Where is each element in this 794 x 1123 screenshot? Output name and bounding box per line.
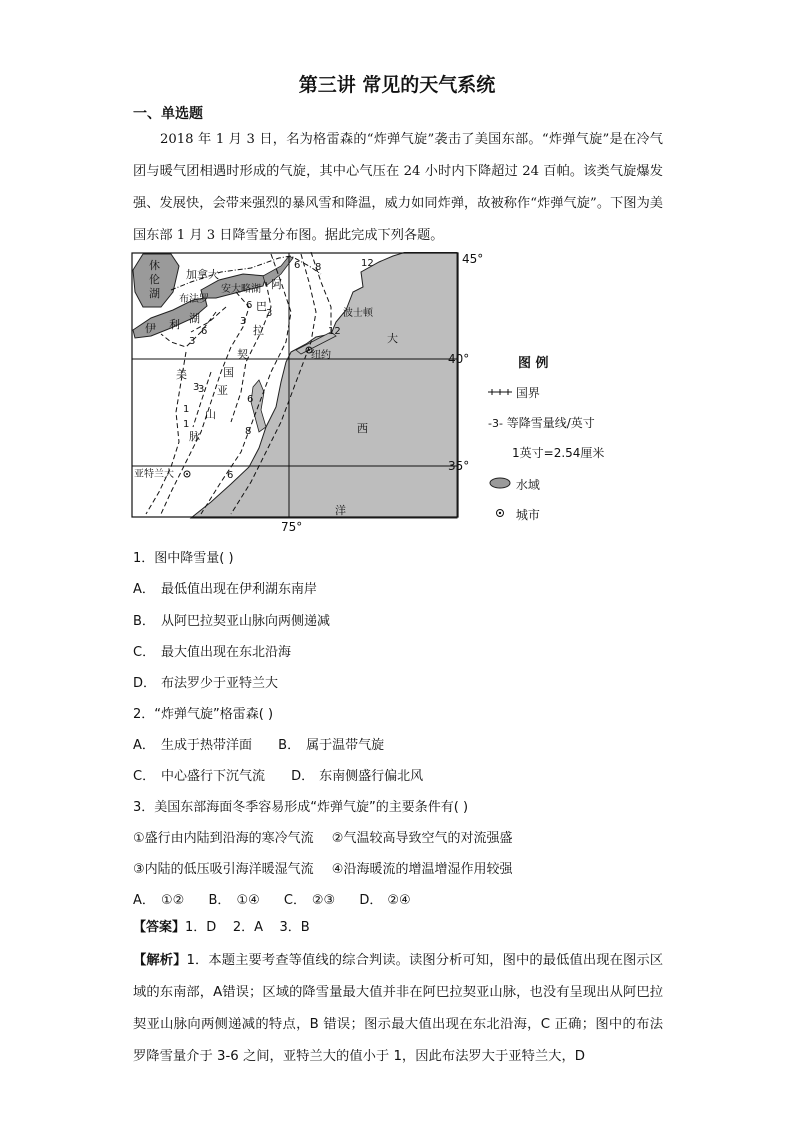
option-text: 东南侧盛行偏北风 bbox=[319, 769, 424, 784]
option-text: ②③ bbox=[311, 893, 336, 908]
label-appalachian: 巴 bbox=[256, 300, 267, 313]
lat-label-35: 35° bbox=[448, 459, 470, 473]
question-3-statements-row-2 bbox=[133, 858, 512, 877]
statement-1: ①盛行由内陆到沿海的寒冷气流 bbox=[133, 831, 314, 846]
statement-4: ④沿海暖流的增温增湿作用较强 bbox=[331, 862, 513, 877]
question-3-options bbox=[133, 889, 411, 908]
question-2-options-row-1 bbox=[133, 734, 384, 753]
lat-label-45: 45° bbox=[462, 252, 484, 266]
label-appalachian: 阿 bbox=[271, 278, 282, 291]
analysis-label: 【解析】 bbox=[133, 953, 187, 968]
question-2-option-b[interactable] bbox=[278, 738, 384, 753]
label-appalachian: 拉 bbox=[253, 324, 264, 337]
option-letter: B． bbox=[208, 893, 231, 908]
analysis-text: 1．本题主要考查等值线的综合判读。读图分析可知，图中的最低值出现在图示区域的东南部，A错误；区域的降雪量最大值并非在阿巴拉契亚山脉，也没有呈现出从阿巴拉契亚山脉向两侧递减的特点，B 错误；图示最大值出现在东北沿海，C 正确；图中的布法罗降雪量介于 3-6 之间，亚特兰大的值小于 1，因此布法罗大于亚特兰大，D bbox=[133, 953, 663, 1064]
label-erie: 利 bbox=[169, 318, 180, 331]
question-2-stem: 2．“炸弹气旋”格雷森( ) bbox=[133, 707, 274, 722]
contour-label: 1 bbox=[183, 404, 190, 415]
question-1-option-c[interactable] bbox=[133, 641, 291, 660]
label-erie: 湖 bbox=[189, 312, 200, 325]
question-3-option-b[interactable] bbox=[208, 893, 259, 908]
question-1-stem: 1．图中降雪量( ) bbox=[133, 551, 234, 566]
option-letter: C． bbox=[133, 645, 156, 660]
contour-label: 3 bbox=[193, 382, 200, 393]
question-2-option-a[interactable] bbox=[133, 738, 252, 753]
question-2-option-c[interactable] bbox=[133, 769, 265, 784]
contour-label: 6 bbox=[246, 300, 253, 311]
contour-label: 6 bbox=[201, 326, 208, 337]
legend-water-label: 水域 bbox=[515, 478, 540, 492]
option-text: 属于温带气旋 bbox=[306, 738, 385, 753]
label-huron: 休 bbox=[149, 259, 160, 272]
option-text: ①④ bbox=[236, 893, 260, 908]
option-text: 最大值出现在东北沿海 bbox=[161, 645, 292, 660]
answer-line bbox=[133, 916, 310, 935]
legend-water-row bbox=[488, 476, 540, 493]
question-3-option-a[interactable] bbox=[133, 893, 184, 908]
legend-city-row bbox=[488, 506, 540, 523]
label-atlantic: 大 bbox=[387, 332, 398, 345]
option-text: ①② bbox=[161, 893, 185, 908]
legend-isoline-label: 等降雪量线/英寸 bbox=[506, 416, 595, 430]
legend-title: 图 例 bbox=[518, 356, 549, 371]
question-2-option-d[interactable] bbox=[291, 769, 423, 784]
label-boston: 波士顿 bbox=[343, 308, 373, 319]
option-letter: D． bbox=[359, 893, 383, 908]
section-heading: 一、单选题 bbox=[133, 106, 203, 122]
contour-label: 6 bbox=[294, 260, 301, 271]
option-letter: C． bbox=[133, 769, 156, 784]
option-letter: B． bbox=[133, 614, 155, 629]
label-buffalo: 布法罗 bbox=[179, 294, 209, 305]
option-text: ②④ bbox=[387, 893, 411, 908]
question-3-option-c[interactable] bbox=[284, 893, 335, 908]
lat-label-40: 40° bbox=[448, 352, 470, 366]
label-usa: 美 bbox=[176, 368, 187, 381]
label-atlantic: 洋 bbox=[335, 504, 346, 517]
option-text: 最低值出现在伊利湖东南岸 bbox=[161, 582, 318, 597]
label-appalachian: 契 bbox=[237, 348, 248, 361]
label-atlanta: 亚特兰大 bbox=[134, 469, 174, 480]
water-symbol-icon bbox=[488, 477, 512, 489]
answer-label: 【答案】 bbox=[133, 920, 186, 935]
statement-3: ③内陆的低压吸引海洋暖湿气流 bbox=[133, 862, 314, 877]
legend-city-label: 城市 bbox=[515, 508, 540, 522]
label-newyork: 纽约 bbox=[311, 350, 331, 361]
option-letter: D． bbox=[291, 769, 315, 784]
label-canada: 加拿大 bbox=[186, 268, 219, 281]
label-appalachian: 山 bbox=[205, 408, 216, 421]
analysis-paragraph bbox=[133, 945, 663, 1073]
contour-label: 12 bbox=[328, 326, 341, 337]
option-text: 中心盛行下沉气流 bbox=[161, 769, 266, 784]
question-2-options-row-2 bbox=[133, 765, 423, 784]
option-text: 从阿巴拉契亚山脉向两侧递减 bbox=[161, 614, 331, 629]
label-huron: 湖 bbox=[149, 287, 160, 300]
question-1-option-b[interactable] bbox=[133, 610, 330, 629]
label-usa: 国 bbox=[223, 366, 234, 379]
question-1-option-a[interactable] bbox=[133, 578, 317, 597]
label-atlantic: 西 bbox=[357, 422, 368, 435]
contour-label: 8 bbox=[245, 426, 252, 437]
contour-label: 1 bbox=[183, 419, 190, 430]
intro-paragraph bbox=[133, 124, 663, 252]
question-3-statements-row-1 bbox=[133, 827, 512, 846]
option-letter: B． bbox=[278, 738, 301, 753]
question-1-option-d[interactable] bbox=[133, 672, 278, 691]
contour-label: 6 bbox=[227, 470, 234, 481]
option-letter: C． bbox=[283, 893, 306, 908]
legend-border-label: 国界 bbox=[515, 386, 540, 400]
option-text: 生成于热带洋面 bbox=[161, 738, 253, 753]
contour-label: 6 bbox=[247, 394, 254, 405]
isoline-symbol: -3- bbox=[488, 417, 503, 430]
contour-label: 3 bbox=[198, 384, 205, 395]
option-letter: D． bbox=[133, 676, 157, 691]
label-lake-ontario: 安大略湖 bbox=[221, 284, 261, 295]
border-symbol-icon bbox=[488, 387, 512, 397]
snowfall-map bbox=[131, 252, 465, 520]
label-huron: 伦 bbox=[149, 273, 160, 286]
page-title: 第三讲 常见的天气系统 bbox=[298, 74, 496, 96]
contour-label: 3 bbox=[189, 336, 196, 347]
label-appalachian: 脉 bbox=[189, 430, 200, 443]
legend-border-row bbox=[488, 384, 540, 401]
option-text: 布法罗少于亚特兰大 bbox=[161, 676, 279, 691]
contour-label: 12 bbox=[361, 258, 374, 269]
option-letter: A． bbox=[133, 893, 155, 908]
question-3-stem: 3．美国东部海面冬季容易形成“炸弹气旋”的主要条件有( ) bbox=[133, 800, 469, 815]
contour-label: 3 bbox=[240, 316, 247, 327]
option-letter: A． bbox=[133, 582, 155, 597]
label-erie: 伊 bbox=[145, 322, 156, 335]
answer-text: 1．D 2．A 3．B bbox=[185, 920, 310, 935]
statement-2: ②气温较高导致空气的对流强盛 bbox=[331, 831, 513, 846]
label-appalachian: 亚 bbox=[217, 384, 228, 397]
city-symbol-icon bbox=[488, 507, 512, 519]
lon-label-75: 75° bbox=[281, 520, 303, 534]
question-3-option-d[interactable] bbox=[359, 893, 410, 908]
intro-text: 2018 年 1 月 3 日，名为格雷森的“炸弹气旋”袭击了美国东部。“炸弹气旋”是在冷气团与暖气团相遇时形成的气旋，其中心气压在 24 小时内下降超过 24 百帕。该类气旋爆发强、发展快，会带来强烈的暴风雪和降温，威力如同炸弹，故被称作“炸弹气旋”。下图为美国东部 1 月 3 日降雪量分布图。据此完成下列各题。 bbox=[133, 132, 663, 243]
option-letter: A． bbox=[133, 738, 155, 753]
legend-conversion: 1英寸=2.54厘米 bbox=[512, 446, 605, 460]
legend-isoline-row bbox=[488, 414, 595, 431]
contour-label: 3 bbox=[266, 308, 273, 319]
contour-label: 8 bbox=[315, 262, 322, 273]
